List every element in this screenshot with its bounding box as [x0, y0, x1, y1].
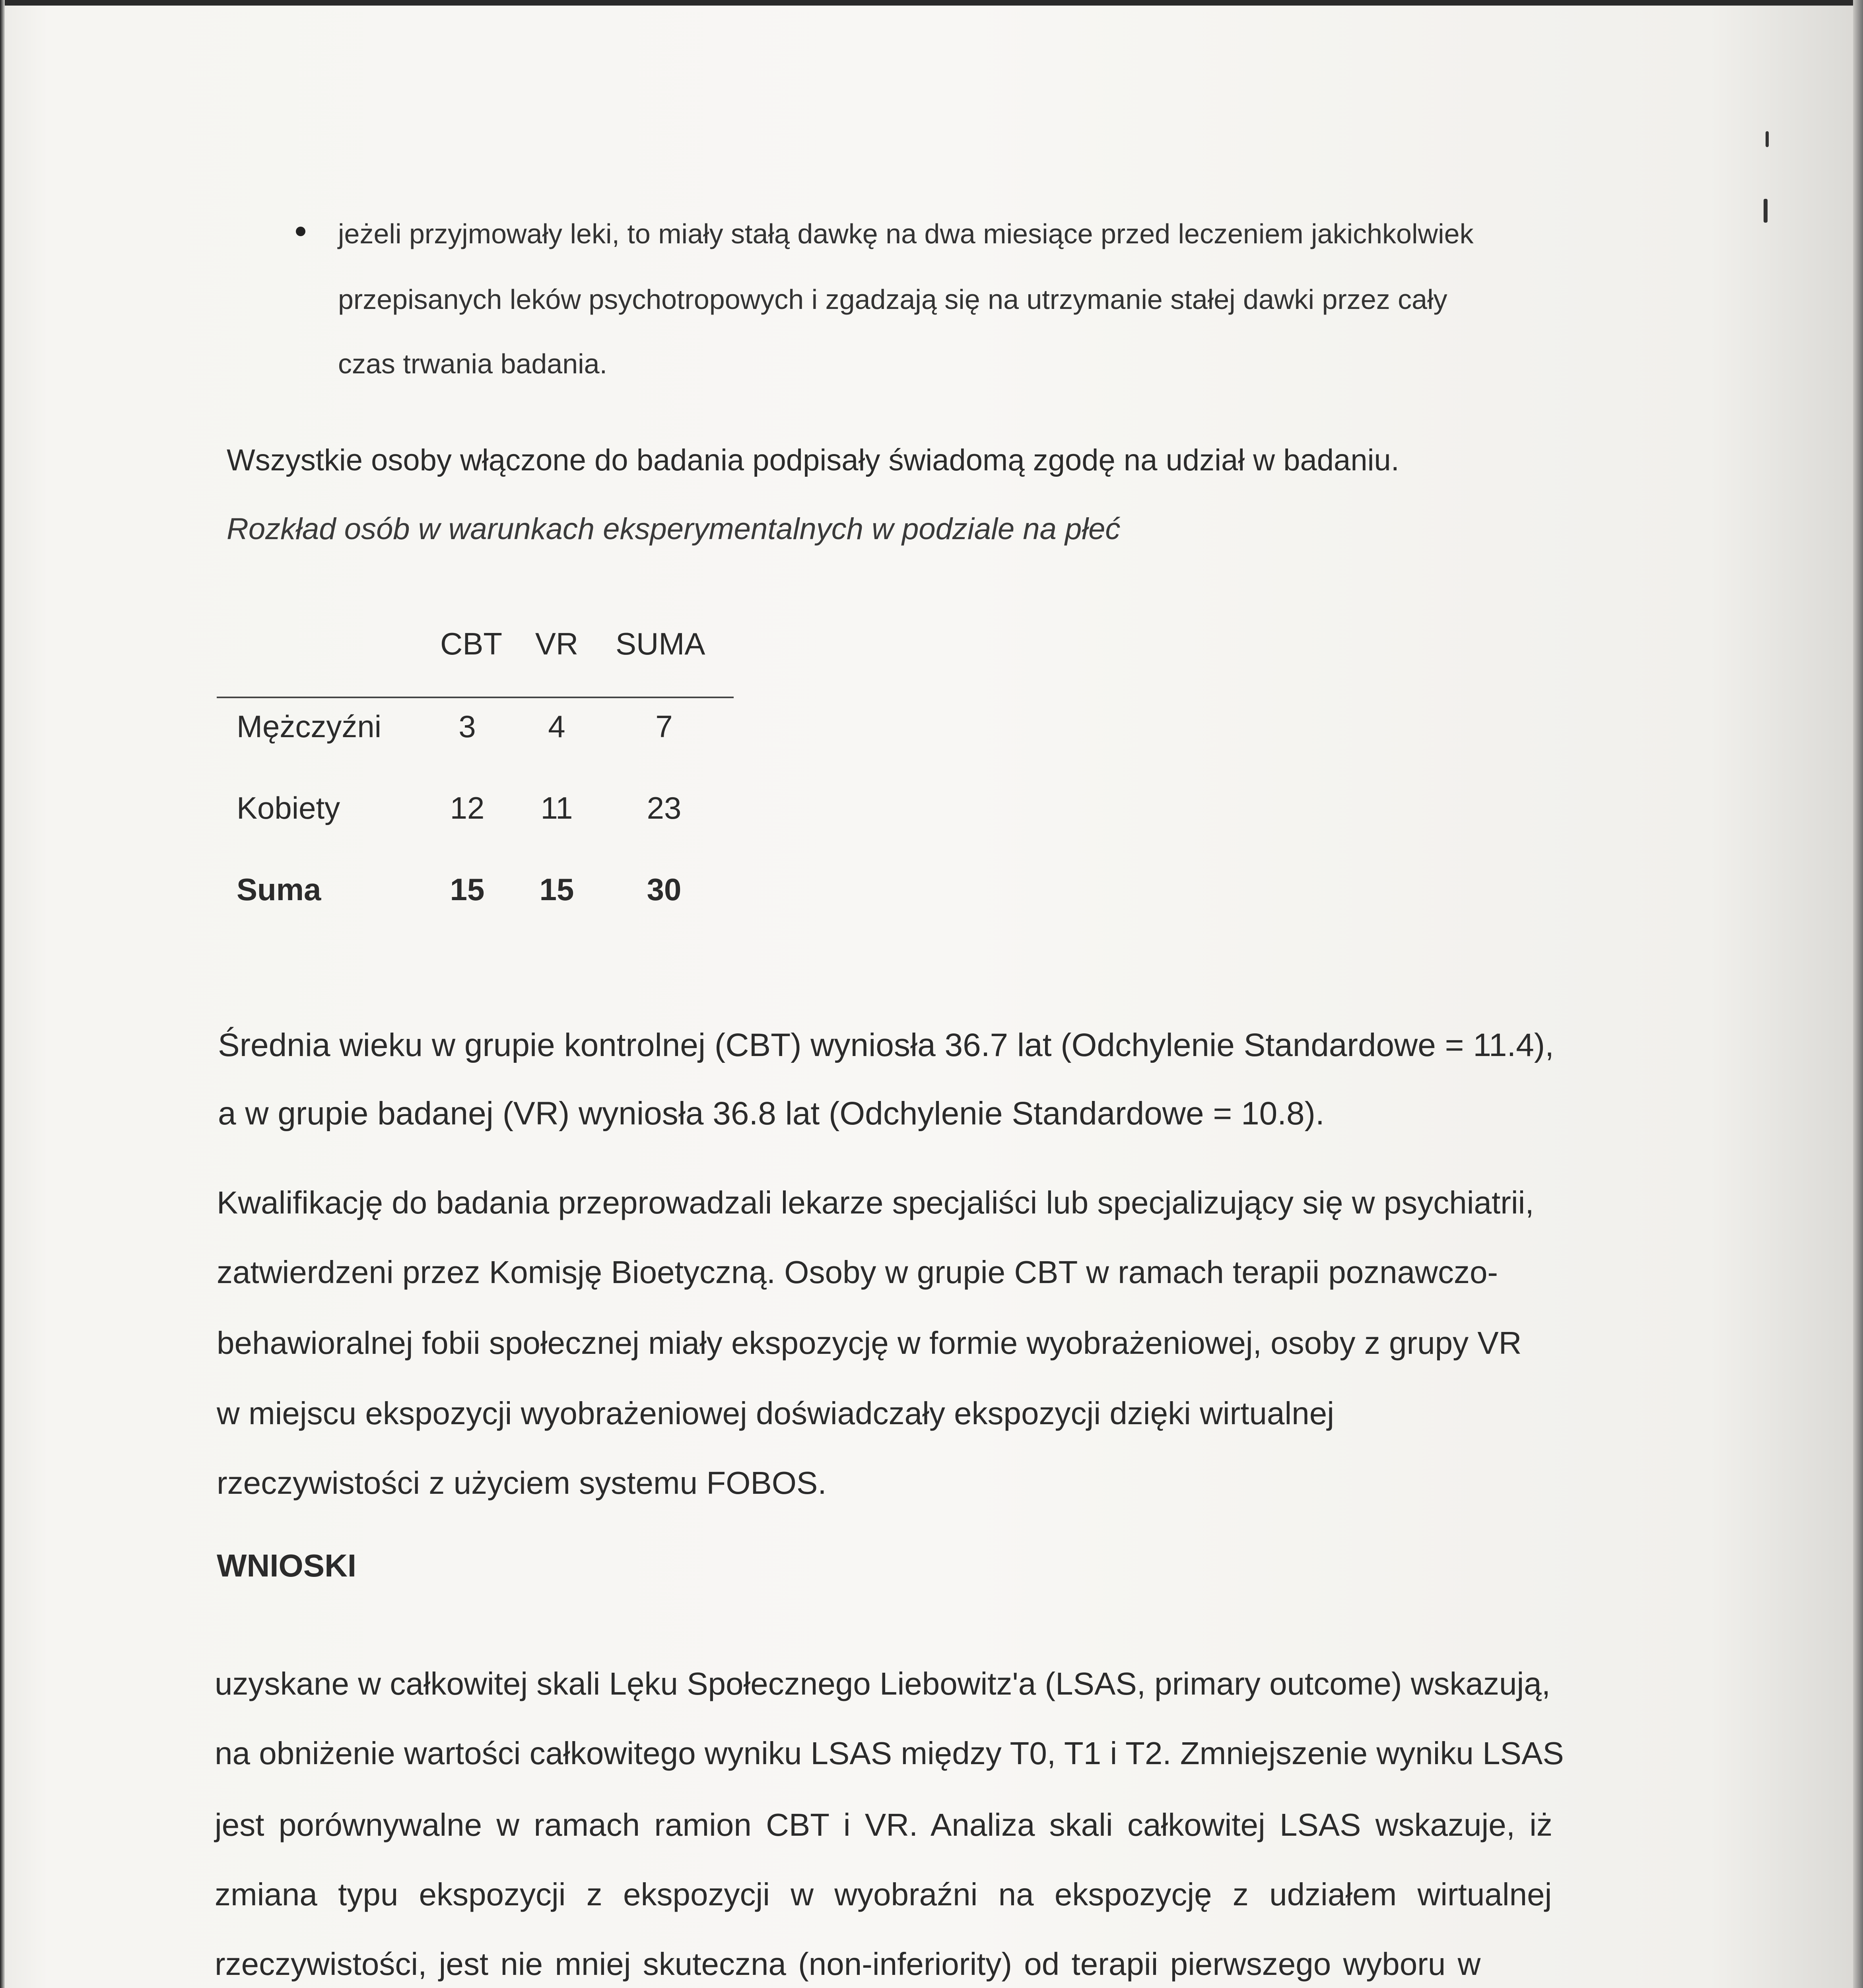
bullet-icon [296, 227, 305, 236]
age-line-2: a w grupie badanej (VR) wyniosła 36.8 lat (Odchylenie Standardowe = 10.8). [218, 1095, 1325, 1132]
qualification-line-4: w miejscu ekspozycji wyobrażeniowej doświadczały ekspozycji dzięki wirtualnej [217, 1396, 1334, 1431]
table-divider [217, 697, 734, 698]
conclusions-line-5: rzeczywistości, jest nie mniej skuteczna (non-inferiority) od terapii pierwszego wyboru w [215, 1946, 1481, 1982]
conclusions-line-1: uzyskane w całkowitej skali Lęku Społecznego Liebowitz'a (LSAS, primary outcome) wskazują, [215, 1666, 1551, 1701]
bullet-line-1: jeżeli przyjmowały leki, to miały stałą dawkę na dwa miesiące przed leczeniem jakichkolwiek [338, 218, 1474, 249]
qualification-line-2: zatwierdzeni przez Komisję Bioetyczną. Osoby w grupie CBT w ramach terapii poznawczo- [217, 1254, 1498, 1290]
scan-edge-left [0, 0, 5, 1988]
cell-sum-cbt: 15 [450, 872, 485, 907]
cell-women-vr: 11 [540, 790, 573, 825]
cell-women-cbt: 12 [450, 790, 485, 825]
scan-mark [1766, 131, 1769, 147]
bullet-line-3: czas trwania badania. [338, 348, 608, 379]
scan-edge-top [0, 0, 1863, 6]
bullet-line-2: przepisanych leków psychotropowych i zgadzają się na utrzymanie stałej dawki przez cały [338, 284, 1447, 315]
qualification-line-5: rzeczywistości z użyciem systemu FOBOS. [217, 1465, 827, 1501]
cell-sum-suma: 30 [647, 872, 682, 907]
conclusions-line-3: jest porównywalne w ramach ramion CBT i VR. Analiza skali całkowitej LSAS wskazuje, iż [215, 1807, 1552, 1842]
qualification-line-1: Kwalifikację do badania przeprowadzali lekarze specjaliści lub specjalizujący się w psychiatrii, [217, 1185, 1534, 1220]
qualification-line-3: behawioralnej fobii społecznej miały ekspozycję w formie wyobrażeniowej, osoby z grupy VR [217, 1325, 1522, 1361]
scan-edge-right [1853, 0, 1863, 1988]
conclusions-line-2: na obniżenie wartości całkowitego wyniku LSAS między T0, T1 i T2. Zmniejszenie wyniku LSAS [215, 1736, 1564, 1771]
conclusions-line-4: zmiana typu ekspozycji z ekspozycji w wyobraźni na ekspozycję z udziałem wirtualnej [215, 1877, 1552, 1912]
table-header-vr: VR [535, 626, 579, 661]
consent-sentence: Wszystkie osoby włączone do badania podpisały świadomą zgodę na udział w badaniu. [227, 443, 1399, 477]
row-label-women: Kobiety [237, 790, 340, 825]
cell-men-cbt: 3 [458, 709, 476, 744]
cell-men-suma: 7 [655, 709, 673, 744]
row-label-sum: Suma [237, 872, 321, 907]
age-line-1: Średnia wieku w grupie kontrolnej (CBT) wyniosła 36.7 lat (Odchylenie Standardowe = 11.4), [218, 1027, 1554, 1063]
cell-men-vr: 4 [548, 709, 565, 744]
table-header-cbt: CBT [440, 626, 502, 661]
cell-women-suma: 23 [647, 790, 682, 825]
cell-sum-vr: 15 [539, 872, 574, 907]
row-label-men: Mężczyźni [237, 709, 382, 744]
table-caption: Rozkład osób w warunkach eksperymentalnych w podziale na płeć [227, 512, 1121, 546]
conclusions-heading: WNIOSKI [217, 1548, 357, 1583]
table-header-suma: SUMA [616, 626, 705, 661]
scan-mark [1764, 199, 1768, 223]
